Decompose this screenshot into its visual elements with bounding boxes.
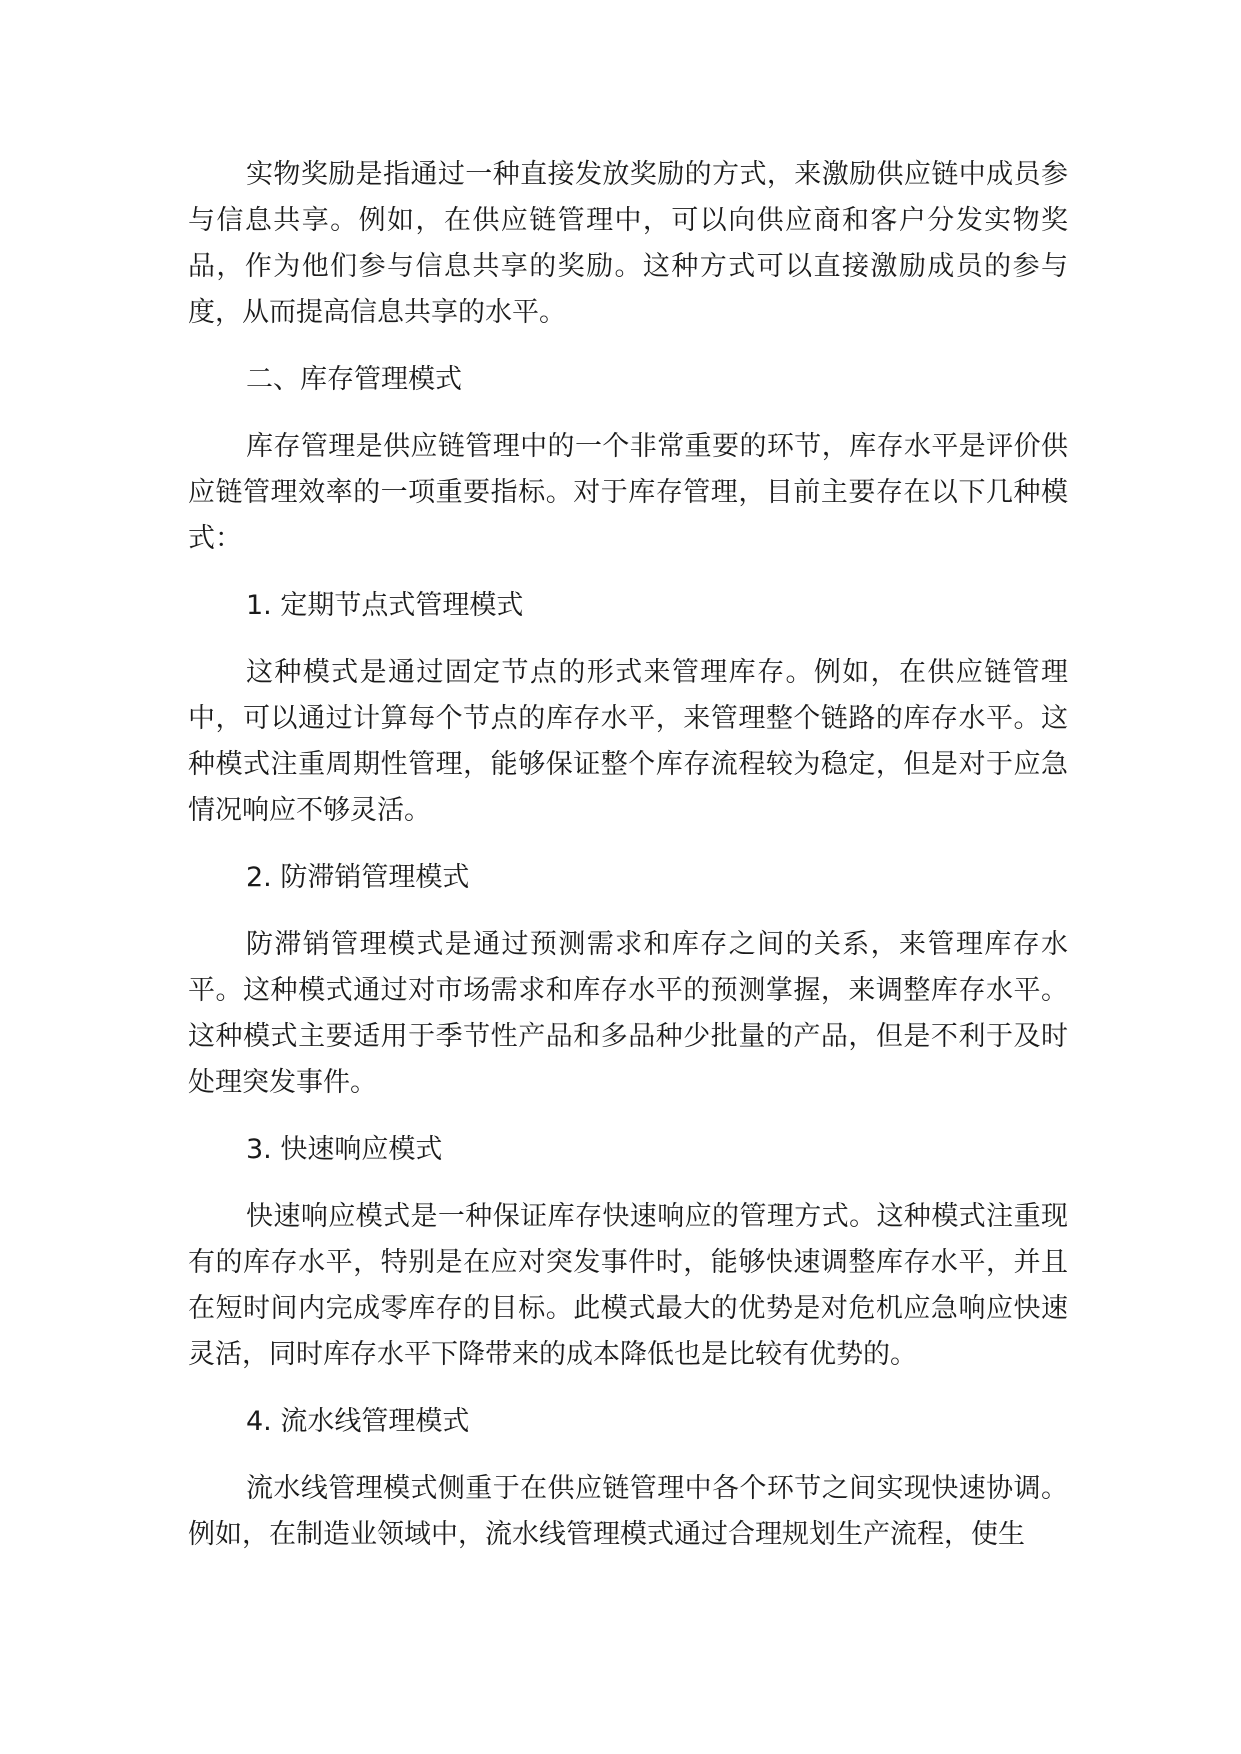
paragraph-inventory-intro: 库存管理是供应链管理中的一个非常重要的环节，库存水平是评价供应链管理效率的一项重要指标。对于库存管理，目前主要存在以下几种模式： (188, 431, 1068, 554)
section-heading-inventory-modes: 二、库存管理模式 (246, 364, 462, 395)
subheading-assembly-line: 4. 流水线管理模式 (246, 1406, 470, 1437)
subheading-anti-overstock: 2. 防滞销管理模式 (246, 862, 470, 893)
subheading-periodic-node: 1. 定期节点式管理模式 (246, 590, 524, 621)
paragraph-assembly-line: 流水线管理模式侧重于在供应链管理中各个环节之间实现快速协调。例如，在制造业领域中，流水线管理模式通过合理规划生产流程，使生 (188, 1473, 1068, 1550)
paragraph-anti-overstock: 防滞销管理模式是通过预测需求和库存之间的关系，来管理库存水平。这种模式通过对市场需求和库存水平的预测掌握，来调整库存水平。这种模式主要适用于季节性产品和多品种少批量的产品，但是不利于及时处理突发事件。 (188, 929, 1068, 1098)
paragraph-periodic-node: 这种模式是通过固定节点的形式来管理库存。例如，在供应链管理中，可以通过计算每个节点的库存水平，来管理整个链路的库存水平。这种模式注重周期性管理，能够保证整个库存流程较为稳定，但是对于应急情况响应不够灵活。 (188, 657, 1068, 826)
paragraph-material-rewards: 实物奖励是指通过一种直接发放奖励的方式，来激励供应链中成员参与信息共享。例如，在供应链管理中，可以向供应商和客户分发实物奖品，作为他们参与信息共享的奖励。这种方式可以直接激励成员的参与度，从而提高信息共享的水平。 (188, 159, 1068, 328)
subheading-quick-response: 3. 快速响应模式 (246, 1134, 443, 1165)
document-body (188, 152, 1068, 1579)
paragraph-quick-response: 快速响应模式是一种保证库存快速响应的管理方式。这种模式注重现有的库存水平，特别是在应对突发事件时，能够快速调整库存水平，并且在短时间内完成零库存的目标。此模式最大的优势是对危机应急响应快速灵活，同时库存水平下降带来的成本降低也是比较有优势的。 (188, 1201, 1068, 1370)
